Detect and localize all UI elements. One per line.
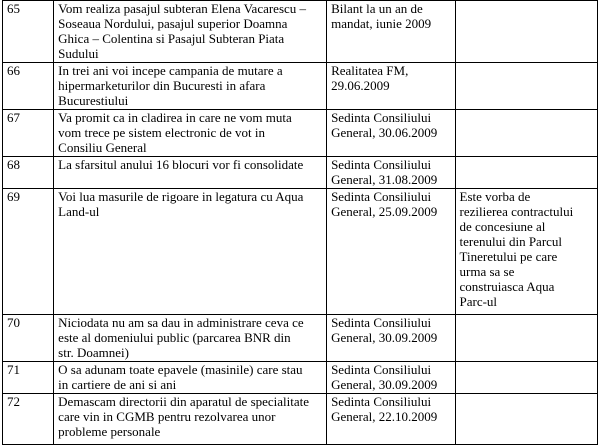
row-number: 68 [3,157,54,189]
source-cell-line: Sedinta Consiliului [331,157,432,172]
note-cell-line: rezilierea contractului [459,204,574,219]
source-cell-line: General, 22.10.2009 [331,409,438,424]
statement-cell-line: Consiliu General [58,140,147,155]
source-cell [327,110,455,157]
source-cell-line: Sedinta Consiliului [331,110,432,125]
table-row [3,63,598,110]
table-row [3,157,598,189]
table-row [3,1,598,63]
statement-cell-line: Vom realiza pasajul subteran Elena Vacarescu – [58,1,307,16]
statement-cell-line: Sudului [58,46,99,61]
statement-cell-line: Voi lua masurile de rigoare in legatura cu Aqua [58,189,304,204]
table-row [3,394,598,445]
source-cell-line: General, 30.09.2009 [331,330,438,345]
statement-cell-line: str. Doamnei) [58,345,129,360]
source-cell [327,315,455,362]
note-cell-line: urma sa se [459,264,515,279]
note-cell [455,315,598,362]
row-number: 65 [3,1,54,63]
note-cell-line: Tineretului pe care [459,249,558,264]
note-cell [455,157,598,189]
note-cell-line: Este vorba de [459,189,531,204]
note-cell [455,63,598,110]
source-cell-line: Sedinta Consiliului [331,189,432,204]
statement-cell-line: care vin in CGMB pentru rezolvarea unor [58,409,276,424]
statement-cell [54,362,327,394]
note-cell [455,394,598,445]
statement-cell [54,1,327,63]
source-cell-line: General, 30.09.2009 [331,377,438,392]
statement-cell-line: Land-ul [58,204,100,219]
statement-cell-line: hipermarketurilor din Bucuresti in afara [58,78,266,93]
source-cell [327,1,455,63]
row-number: 71 [3,362,54,394]
table-row [3,110,598,157]
table-row [3,362,598,394]
note-cell [455,189,598,315]
table-row [3,189,598,315]
note-cell [455,110,598,157]
statement-cell [54,110,327,157]
source-cell [327,189,455,315]
statements-table [2,0,598,445]
row-number: 67 [3,110,54,157]
table-row [3,315,598,362]
source-cell-line: Bilant la un an de [331,1,423,16]
statement-cell [54,157,327,189]
statement-cell-line: in cartiere de ani si ani [58,377,177,392]
statement-cell-line: Ghica – Colentina si Pasajul Subteran Piata [58,31,285,46]
statement-cell-line: La sfarsitul anului 16 blocuri vor fi consolidate [58,157,304,172]
source-cell-line: 29.06.2009 [331,78,390,93]
statement-cell-line: O sa adunam toate epavele (masinile) care stau [58,362,303,377]
source-cell [327,394,455,445]
row-number: 70 [3,315,54,362]
statement-cell-line: In trei ani voi incepe campania de mutare a [58,63,283,78]
statement-cell [54,315,327,362]
source-cell-line: Sedinta Consiliului [331,362,432,377]
source-cell [327,157,455,189]
table-body [3,1,598,445]
source-cell-line: Realitatea FM, [331,63,409,78]
note-cell-line: terenului din Parcul [459,234,563,249]
row-number: 66 [3,63,54,110]
note-cell-line: construiasca Aqua [459,279,555,294]
statement-cell-line: Va promit ca in cladirea in care ne vom muta [58,110,292,125]
source-cell-line: General, 25.09.2009 [331,204,438,219]
source-cell-line: Sedinta Consiliului [331,315,432,330]
note-cell [455,362,598,394]
statement-cell-line: Soseaua Nordului, pasajul superior Doamna [58,16,288,31]
note-cell-line: Parc-ul [459,294,498,309]
source-cell-line: General, 31.08.2009 [331,172,438,187]
statement-cell-line: Bucurestiului [58,93,129,108]
statement-cell [54,394,327,445]
statement-cell-line: Niciodata nu am sa dau in administrare ceva ce [58,315,304,330]
statement-cell-line: Demascam directorii din aparatul de specialitate [58,394,310,409]
source-cell-line: Sedinta Consiliului [331,394,432,409]
statement-cell-line: probleme personale [58,424,161,439]
source-cell-line: General, 30.06.2009 [331,125,438,140]
source-cell-line: mandat, iunie 2009 [331,16,432,31]
statement-cell [54,189,327,315]
row-number: 72 [3,394,54,445]
note-cell [455,1,598,63]
statement-cell [54,63,327,110]
statement-cell-line: vom trece pe sistem electronic de vot in [58,125,266,140]
note-cell-line: de concesiune al [459,219,546,234]
source-cell [327,63,455,110]
statement-cell-line: este al domeniului public (parcarea BNR din [58,330,291,345]
row-number: 69 [3,189,54,315]
source-cell [327,362,455,394]
